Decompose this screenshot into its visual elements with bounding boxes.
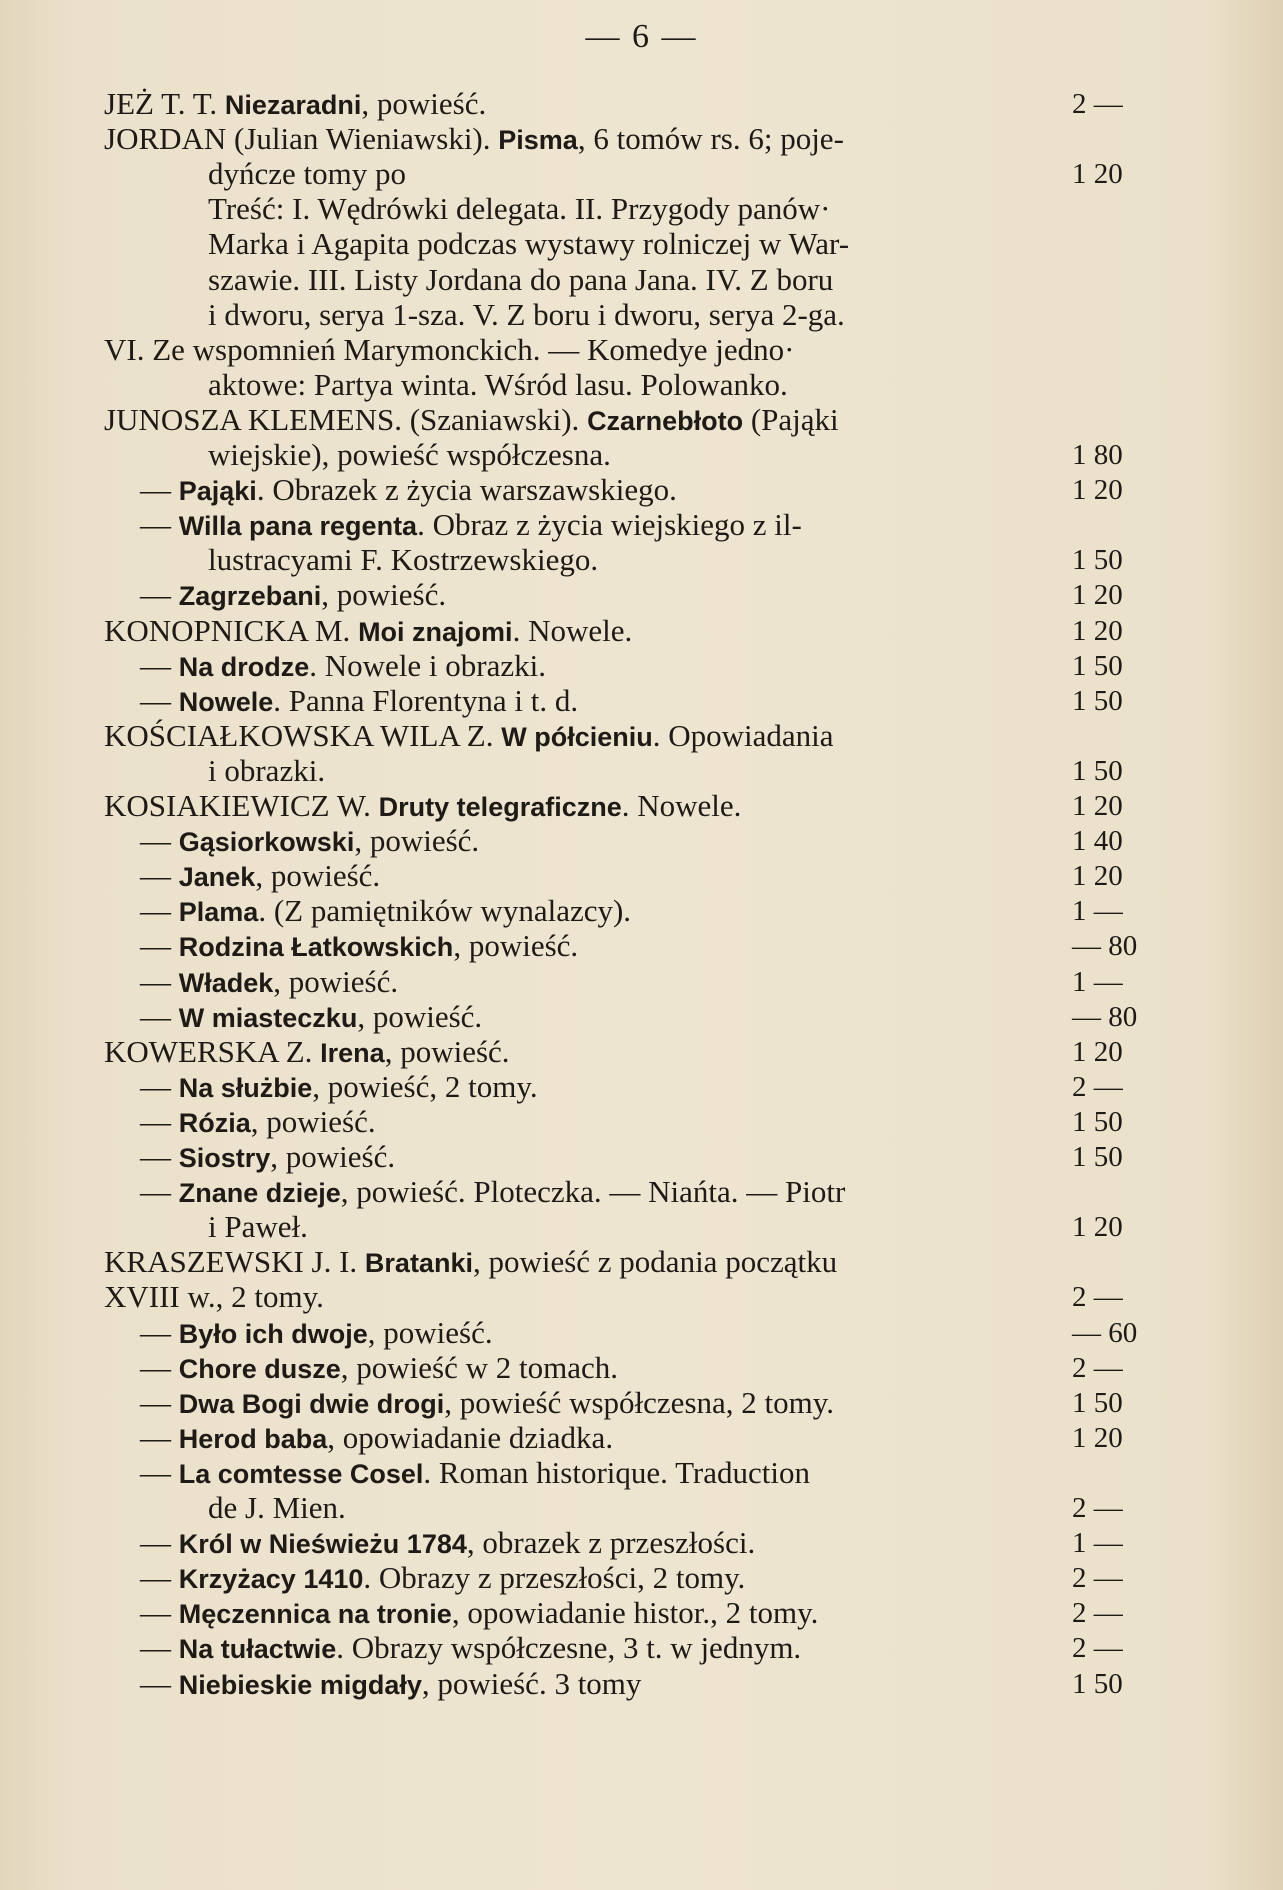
price: 1 50 xyxy=(1072,754,1123,787)
entry-description: , powieść. xyxy=(250,1103,376,1139)
entry-description: , powieść. Ploteczka. — Niańta. — Piotr xyxy=(340,1174,846,1210)
price: 1 40 xyxy=(1072,825,1123,858)
catalog-line xyxy=(104,788,741,824)
catalog-line xyxy=(140,999,482,1035)
entry-text: i Paweł. xyxy=(208,1209,308,1245)
entry-text: — xyxy=(140,472,179,508)
price: 1 50 xyxy=(1072,1141,1123,1173)
entry-text: i dworu, serya 1-sza. V. Z boru i dworu, serya 2-ga. xyxy=(208,296,845,332)
catalog-line xyxy=(140,1560,745,1596)
price: 1 50 xyxy=(1072,1386,1123,1419)
entry-text: KONOPNICKA M. xyxy=(104,612,359,648)
price: 2 — xyxy=(1072,1281,1123,1314)
work-title: Na tułactwie xyxy=(178,1634,337,1665)
catalog-line xyxy=(140,1420,613,1456)
entry-description: (Pająki xyxy=(743,401,839,437)
catalog-line xyxy=(104,121,844,157)
price: 1 50 xyxy=(1072,544,1123,577)
catalog-line xyxy=(140,1455,810,1491)
entry-description: , powieść współczesna, 2 tomy. xyxy=(444,1384,834,1420)
entry-text: wiejskie), powieść współczesna. xyxy=(208,437,611,472)
catalog-line xyxy=(140,1595,818,1631)
entry-text: — xyxy=(140,1068,179,1104)
entry-text: — xyxy=(140,1525,179,1561)
entry-text: Treść: I. Wędrówki delegata. II. Przygody panów· xyxy=(208,191,831,227)
price: 1 50 xyxy=(1072,1667,1123,1700)
entry-description: , obrazek z przeszłości. xyxy=(466,1525,756,1561)
price: 2 — xyxy=(1072,1492,1123,1524)
price: 1 — xyxy=(1072,1527,1123,1560)
entry-description: . Obraz z życia wiejskiego z il- xyxy=(417,507,802,543)
price: 2 — xyxy=(1072,1351,1123,1384)
entry-text: — xyxy=(140,823,179,859)
price: 1 50 xyxy=(1072,649,1123,682)
work-title: Władek xyxy=(178,967,274,998)
catalog-line xyxy=(208,262,833,298)
entry-text: — xyxy=(140,682,179,718)
catalog-line xyxy=(140,1525,755,1561)
entry-description: , powieść. xyxy=(273,963,399,999)
catalog-line xyxy=(208,753,325,789)
catalog-line xyxy=(140,1666,641,1702)
entry-text: — xyxy=(140,893,179,929)
catalog-line xyxy=(140,1385,834,1421)
work-title: Pisma xyxy=(498,125,578,156)
work-title: Bratanki xyxy=(364,1248,473,1279)
entry-text: i obrazki. xyxy=(208,752,326,788)
catalog-line xyxy=(208,156,406,192)
work-title: Plama xyxy=(178,897,259,928)
entry-text: — xyxy=(140,577,179,613)
entry-description: , powieść. xyxy=(354,823,480,859)
price: 1 20 xyxy=(1072,614,1123,647)
price: 2 — xyxy=(1072,1632,1123,1665)
entry-text: — xyxy=(140,858,179,894)
entry-description: , powieść. xyxy=(321,577,447,613)
entry-description: , powieść. 3 tomy xyxy=(421,1665,642,1701)
entry-text: KOŚCIAŁKOWSKA WILA Z. xyxy=(104,717,502,753)
work-title: Gąsiorkowski xyxy=(178,827,355,858)
work-title: Pająki xyxy=(178,476,257,507)
catalog-line xyxy=(104,402,839,438)
price: 1 20 xyxy=(1072,860,1123,893)
catalog-line xyxy=(140,648,546,684)
work-title: Męczennica na tronie xyxy=(178,1599,452,1630)
catalog-line xyxy=(208,1490,346,1526)
catalog-line xyxy=(140,1315,493,1351)
entry-text: — xyxy=(140,507,179,543)
work-title: Irena xyxy=(320,1037,385,1068)
entry-text: — xyxy=(140,1314,179,1350)
catalog-line xyxy=(140,964,398,1000)
entry-text: — xyxy=(140,647,179,683)
catalog-line xyxy=(104,1244,837,1280)
price: 1 20 xyxy=(1072,579,1123,612)
entry-description: . Opowiadania xyxy=(652,717,834,753)
work-title: Czarnebłoto xyxy=(587,405,744,436)
entry-text: — xyxy=(140,1595,179,1631)
entry-description: , powieść, 2 tomy. xyxy=(312,1068,538,1104)
catalog-line xyxy=(104,613,632,649)
entry-description: . Nowele. xyxy=(621,788,742,823)
page-number: — 6 — xyxy=(585,18,698,55)
catalog-line xyxy=(208,226,849,262)
catalog-line xyxy=(208,542,598,578)
entry-text: szawie. III. Listy Jordana do pana Jana. IV. Z boru xyxy=(208,261,834,297)
entry-text: XVIII w., 2 tomy. xyxy=(104,1279,324,1315)
entry-text: — xyxy=(140,963,179,999)
catalog-line xyxy=(140,1069,538,1105)
catalog-line xyxy=(140,928,578,964)
catalog-line xyxy=(140,577,446,613)
entry-text: — xyxy=(140,1630,179,1666)
entry-description: , 6 tomów rs. 6; poje- xyxy=(577,121,844,157)
price: 2 — xyxy=(1072,1562,1123,1595)
entry-description: . Obrazy współczesne, 3 t. w jednym. xyxy=(336,1630,802,1666)
catalog-line xyxy=(208,297,845,333)
work-title: Niebieskie migdały xyxy=(178,1669,422,1700)
entry-description: , powieść z podania początku xyxy=(472,1244,838,1280)
entry-text: — xyxy=(140,1454,179,1490)
entry-text: dyńcze tomy po xyxy=(208,156,407,192)
price: 2 — xyxy=(1072,88,1123,120)
entry-description: . Nowele. xyxy=(512,612,633,648)
catalog-line xyxy=(104,86,486,122)
price: 2 — xyxy=(1072,1070,1123,1103)
catalog-line xyxy=(140,1350,618,1386)
catalog-line xyxy=(104,1279,324,1315)
entry-text: de J. Mien. xyxy=(208,1490,346,1525)
price: 1 50 xyxy=(1072,1105,1123,1138)
catalog-line xyxy=(208,437,611,473)
entry-text: JEŻ T. T. xyxy=(104,86,225,121)
catalog-line xyxy=(208,367,788,403)
catalog-line xyxy=(140,858,380,894)
price: 1 80 xyxy=(1072,439,1123,471)
price: — 80 xyxy=(1072,930,1138,963)
entry-description: . Roman historique. Traduction xyxy=(423,1454,810,1490)
entry-text: — xyxy=(140,1665,179,1701)
entry-description: . Obrazy z przeszłości, 2 tomy. xyxy=(363,1560,746,1596)
catalog-line xyxy=(140,823,479,859)
price: 1 — xyxy=(1072,895,1123,928)
entry-text: — xyxy=(140,1174,179,1210)
work-title: Na drodze xyxy=(178,651,310,682)
entry-text: — xyxy=(140,1560,179,1596)
entry-description: . Nowele i obrazki. xyxy=(309,647,547,683)
work-title: Krzyżacy 1410 xyxy=(178,1564,364,1595)
catalog-line xyxy=(140,1104,376,1140)
entry-description: , powieść w 2 tomach. xyxy=(340,1349,618,1385)
catalog-line xyxy=(104,1034,510,1070)
catalog-line xyxy=(140,893,631,929)
work-title: Na służbie xyxy=(178,1072,313,1103)
work-title: Willa pana regenta xyxy=(178,511,418,542)
work-title: Było ich dwoje xyxy=(178,1318,368,1349)
price: 1 20 xyxy=(1072,474,1123,507)
entry-description: . Obrazek z życia warszawskiego. xyxy=(256,472,677,508)
entry-text: — xyxy=(140,998,179,1034)
catalog-line xyxy=(104,332,794,368)
entry-description: , powieść. xyxy=(361,86,487,121)
entry-text: — xyxy=(140,928,179,964)
price: — 60 xyxy=(1072,1316,1138,1349)
price: 1 20 xyxy=(1072,1421,1123,1454)
catalog-line xyxy=(140,507,802,543)
catalog-line xyxy=(140,1174,845,1210)
entry-description: , opowiadanie dziadka. xyxy=(327,1419,614,1455)
price: 2 — xyxy=(1072,1597,1123,1630)
catalog-line xyxy=(208,191,830,227)
work-title: Znane dzieje xyxy=(178,1178,341,1209)
entry-text: lustracyami F. Kostrzewskiego. xyxy=(208,542,599,578)
entry-text: Marka i Agapita podczas wystawy rolniczej w War- xyxy=(208,226,850,262)
catalog-line xyxy=(104,718,834,754)
work-title: Herod baba xyxy=(178,1423,328,1454)
entry-description: , powieść. xyxy=(384,1033,510,1069)
work-title: Król w Nieświeżu 1784 xyxy=(178,1529,467,1560)
work-title: Rodzina Łatkowskich xyxy=(178,932,454,963)
entry-description: , powieść. xyxy=(270,1139,396,1174)
catalog-line xyxy=(140,1139,395,1175)
entry-description: , opowiadanie histor., 2 tomy. xyxy=(451,1595,819,1631)
work-title: Chore dusze xyxy=(178,1353,341,1384)
price: 1 20 xyxy=(1072,790,1123,822)
work-title: W miasteczku xyxy=(178,1002,358,1033)
work-title: Dwa Bogi dwie drogi xyxy=(178,1388,445,1419)
entry-text: aktowe: Partya winta. Wśród lasu. Polowanko. xyxy=(208,366,788,402)
entry-text: KRASZEWSKI J. I. xyxy=(104,1244,365,1280)
work-title: Rózia xyxy=(178,1107,251,1138)
entry-text: KOSIAKIEWICZ W. xyxy=(104,788,379,823)
entry-description: , powieść. xyxy=(453,928,579,964)
entry-text: — xyxy=(140,1384,179,1420)
entry-description: . Panna Florentyna i t. d. xyxy=(273,682,579,718)
entry-description: , powieść. xyxy=(255,858,381,894)
entry-text: JUNOSZA KLEMENS. (Szaniawski). xyxy=(104,401,588,437)
entry-text: — xyxy=(140,1103,179,1139)
work-title: Nowele xyxy=(178,686,274,717)
catalog-line xyxy=(140,472,677,508)
work-title: Siostry xyxy=(178,1143,271,1173)
work-title: Niezaradni xyxy=(224,90,362,120)
entry-text: JORDAN (Julian Wieniawski). xyxy=(104,121,499,157)
work-title: W półcieniu xyxy=(501,721,653,752)
entry-description: , powieść. xyxy=(367,1314,493,1350)
work-title: Janek xyxy=(178,862,256,893)
price: 1 20 xyxy=(1072,1035,1123,1068)
entry-description: , powieść. xyxy=(357,998,483,1034)
entry-text: VI. Ze wspomnień Marymonckich. — Komedye jedno· xyxy=(104,331,795,367)
entry-text: KOWERSKA Z. xyxy=(104,1033,321,1069)
price: 1 20 xyxy=(1072,1211,1123,1244)
entry-text: — xyxy=(140,1349,179,1385)
price: 1 20 xyxy=(1072,158,1123,191)
price: 1 50 xyxy=(1072,684,1123,717)
catalog-line xyxy=(208,1209,308,1245)
price: 1 — xyxy=(1072,965,1123,998)
entry-description: . (Z pamiętników wynalazcy). xyxy=(258,893,632,929)
work-title: Druty telegraficzne xyxy=(378,792,622,822)
entry-text: — xyxy=(140,1419,179,1455)
work-title: Moi znajomi xyxy=(358,616,513,647)
catalog-line xyxy=(140,683,578,719)
work-title: La comtesse Cosel xyxy=(178,1458,424,1489)
entry-text: — xyxy=(140,1139,179,1174)
catalog-line xyxy=(140,1630,801,1666)
work-title: Zagrzebani xyxy=(178,581,322,612)
price: — 80 xyxy=(1072,1000,1138,1033)
